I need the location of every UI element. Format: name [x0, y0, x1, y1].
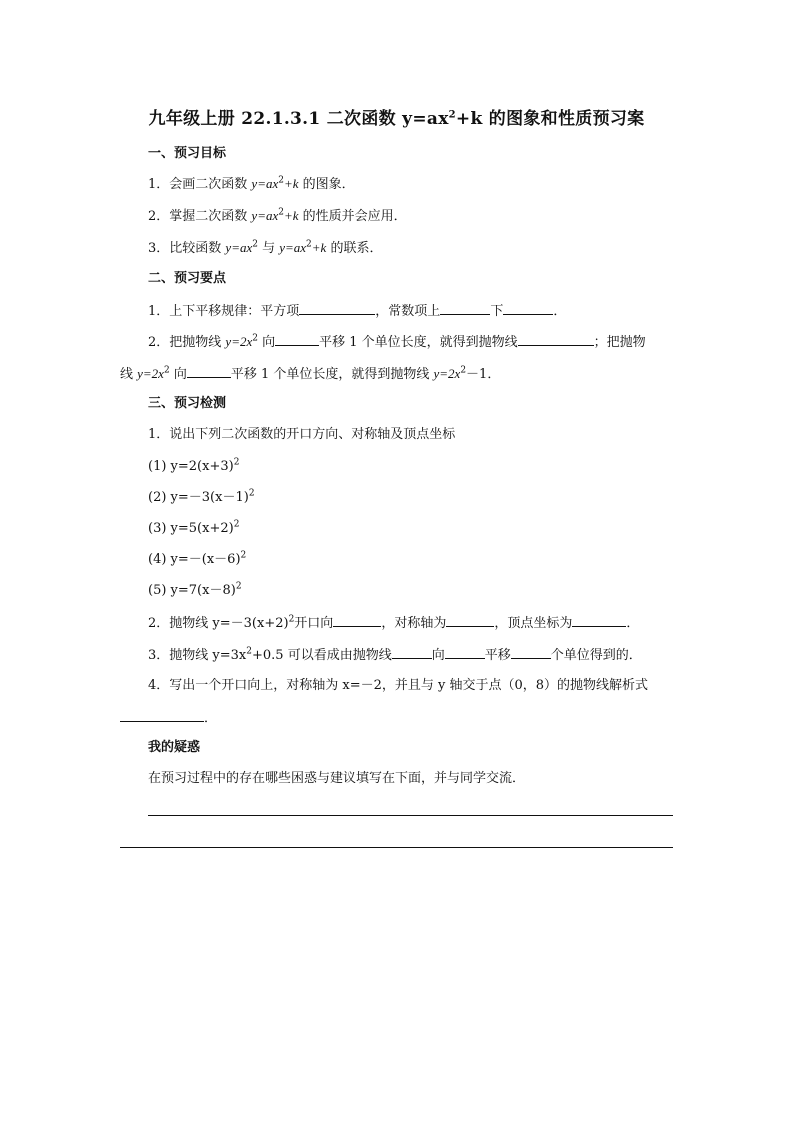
answer-blank[interactable]	[518, 332, 594, 346]
answer-blank[interactable]	[572, 613, 626, 627]
check-sub-item-3: (3) $y=5(x+2)^2$	[148, 519, 240, 536]
answer-blank[interactable]	[445, 645, 485, 659]
answer-blank[interactable]	[503, 301, 553, 315]
check-question-3: 3．抛物线 $y=3x^2+0.5$ 可以看成由抛物线 向 平移 个单位得到的．	[148, 646, 642, 663]
section-heading-points: 二、预习要点	[148, 271, 227, 286]
answer-blank[interactable]	[446, 613, 494, 627]
point-item-2-continued: 线 $y=2x^2$ 向 平移 1 个单位长度，就得到抛物线 $y=2x^2-1$．	[120, 365, 501, 382]
answer-blank[interactable]	[511, 645, 551, 659]
point-item-2: 2．把抛物线 $y=2x^2$ 向 平移 1 个单位长度，就得到抛物线 ；把抛物	[148, 333, 646, 350]
goal-item-3: 3．比较函数 $y=ax^2$ 与 $y=ax^2+k$ 的联系．	[148, 239, 383, 256]
check-sub-item-2: (2) $y=-3(x-1)^2$	[148, 488, 255, 505]
answer-blank[interactable]	[440, 301, 490, 315]
doubt-write-line-1[interactable]	[148, 815, 673, 816]
doubts-instruction: 在预习过程中的存在哪些困惑与建议填写在下面，并与同学交流．	[148, 771, 526, 786]
check-sub-item-5: (5) $y=7(x-8)^2$	[148, 581, 242, 598]
check-sub-item-4: (4) $y=-(x-6)^2$	[148, 550, 247, 567]
section-heading-goals: 一、预习目标	[148, 146, 227, 161]
answer-blank[interactable]	[275, 332, 319, 346]
check-question-4: 4．写出一个开口向上，对称轴为 x=－2，并且与 y 轴交于点（0，8）的抛物线解析式	[148, 678, 649, 693]
goal-item-2: 2．掌握二次函数 $y=ax^2+k$ 的性质并会应用．	[148, 207, 407, 224]
answer-blank[interactable]	[120, 708, 204, 722]
section-heading-doubts: 我的疑惑	[148, 740, 201, 755]
answer-blank[interactable]	[333, 613, 381, 627]
answer-blank[interactable]	[299, 301, 375, 315]
point-item-1: 1．上下平移规律：平方项 ，常数项上 下 ．	[148, 301, 566, 321]
check-question-2: 2．抛物线 $y=-3(x+2)^2$开口向 ，对称轴为 ，顶点坐标为 ．	[148, 614, 640, 631]
check-sub-item-1: (1) $y=2(x+3)^2$	[148, 457, 240, 474]
check-question-4-continued: ．	[120, 708, 217, 728]
goal-item-1: 1．会画二次函数 $y=ax^2+k$ 的图象．	[148, 175, 355, 192]
answer-blank[interactable]	[187, 364, 231, 378]
section-heading-checks: 三、预习检测	[148, 396, 227, 411]
check-question-1: 1．说出下列二次函数的开口方向、对称轴及顶点坐标	[148, 427, 456, 442]
answer-blank[interactable]	[392, 645, 432, 659]
doubt-write-line-2[interactable]	[120, 847, 673, 848]
page-title: 九年级上册 22.1.3.1 二次函数 $y=ax^2+k$ 的图象和性质预习案	[148, 109, 645, 129]
